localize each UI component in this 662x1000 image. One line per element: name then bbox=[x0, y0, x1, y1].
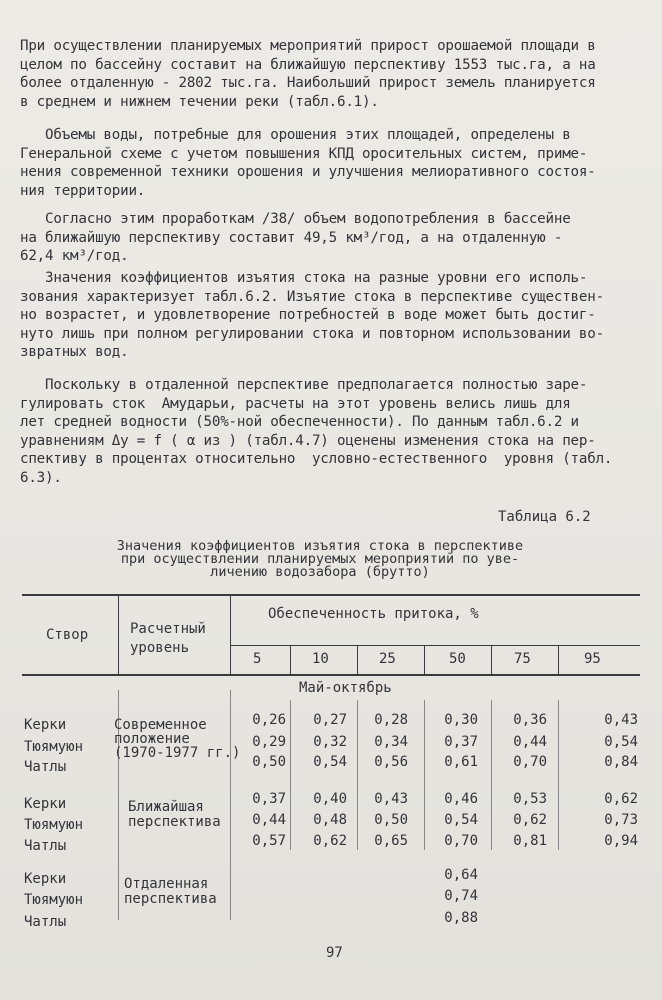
table-cell: 0,43 bbox=[604, 712, 638, 728]
paragraph-2 bbox=[20, 126, 632, 200]
table-cell: 0,61 bbox=[444, 754, 478, 770]
text-line: Объемы воды, потребные для орошения этих площадей, определены в bbox=[20, 127, 571, 143]
table-title-line: личению водозабора (брутто) bbox=[210, 564, 430, 580]
table-cell: 0,53 bbox=[513, 791, 547, 807]
text-line: 62,4 км³/год. bbox=[20, 248, 129, 264]
table-header-rule bbox=[22, 674, 640, 676]
stvor-label: Керки bbox=[24, 871, 67, 887]
text-line: лет средней водности (50%-ной обеспеченности). По данным табл.6.2 и bbox=[20, 414, 579, 430]
table-cell: 0,28 bbox=[374, 712, 408, 728]
stvor-label: Тюямуюн bbox=[24, 892, 84, 908]
text-line: ния территории. bbox=[20, 182, 146, 199]
paragraph-3 bbox=[20, 210, 632, 266]
table-cell: 0,65 bbox=[374, 833, 408, 849]
table-cell: 0,43 bbox=[374, 791, 408, 807]
table-cell: 0,64 bbox=[444, 867, 478, 883]
table-cell: 0,46 bbox=[444, 791, 478, 807]
text-line: Поскольку в отдаленной перспективе предполагается полностью заре- bbox=[20, 377, 588, 393]
table-title bbox=[60, 540, 580, 579]
table-cell: 0,62 bbox=[313, 833, 347, 849]
text-line: более отдаленную - 2802 тыс.га. Наибольший прирост земель планируется bbox=[20, 75, 596, 91]
table-cell: 0,50 bbox=[252, 754, 286, 770]
header-supply: Обеспеченность притока, % bbox=[268, 606, 479, 622]
level-label: (1970-1977 гг.) bbox=[114, 745, 241, 761]
text-line: в среднем и нижнем течении реки (табл.6.1). bbox=[20, 93, 379, 110]
period-label: Май-октябрь bbox=[299, 680, 392, 696]
stvor-label: Чатлы bbox=[24, 838, 67, 854]
stvor-label: Чатлы bbox=[24, 914, 67, 930]
text-line: спективу в процентах относительно условно-естественного уровня (табл. bbox=[20, 451, 613, 467]
table-cell: 0,50 bbox=[374, 812, 408, 828]
header-level-line1: Расчетный bbox=[130, 621, 206, 637]
table-cell: 0,54 bbox=[313, 754, 347, 770]
table-number: Таблица 6.2 bbox=[498, 509, 591, 525]
table-cell: 0,94 bbox=[604, 833, 638, 849]
text-line: гулировать сток Амударьи, расчеты на этот уровень велись лишь для bbox=[20, 395, 571, 412]
table-cell: 0,54 bbox=[444, 812, 478, 828]
table-cell: 0,27 bbox=[313, 712, 347, 728]
table-vrule bbox=[491, 646, 492, 674]
table-vrule bbox=[558, 646, 559, 674]
table-cell: 0,40 bbox=[313, 791, 347, 807]
text-line: целом по бассейну составит на ближайшую перспективу 1553 тыс.га, а на bbox=[20, 56, 596, 73]
header-level-line2: уровень bbox=[130, 640, 190, 656]
paragraph-4 bbox=[20, 269, 632, 362]
table-title-line: при осуществлении планируемых мероприятий по уве- bbox=[120, 551, 520, 567]
level-label: Отдаленная bbox=[124, 876, 209, 892]
table-cell: 0,70 bbox=[444, 833, 478, 849]
table-cell: 0,26 bbox=[252, 712, 286, 728]
text-line: Генеральной схеме с учетом повышения КПД оросительных систем, приме- bbox=[20, 145, 588, 162]
table-cell: 0,62 bbox=[604, 791, 638, 807]
table-cell: 0,44 bbox=[252, 812, 286, 828]
table-cell: 0,84 bbox=[604, 754, 638, 770]
table-cell: 0,54 bbox=[604, 734, 638, 750]
text-line: При осуществлении планируемых мероприятий прирост орошаемой площади в bbox=[20, 38, 596, 54]
paragraph-5 bbox=[20, 376, 632, 487]
stvor-label: Чатлы bbox=[24, 759, 67, 775]
table-vrule bbox=[118, 596, 119, 674]
text-line: звратных вод. bbox=[20, 344, 129, 360]
table-vrule bbox=[558, 700, 559, 850]
text-line: нуто лишь при полном регулировании стока и повторном использовании во- bbox=[20, 325, 604, 342]
level-label: положение bbox=[114, 731, 190, 747]
table-cell: 0,74 bbox=[444, 888, 478, 904]
table-cell: 0,62 bbox=[513, 812, 547, 828]
text-line: Значения коэффициентов изъятия стока на разные уровни его исполь- bbox=[20, 270, 588, 286]
table-cell: 0,34 bbox=[374, 734, 408, 750]
table-cell: 0,70 bbox=[513, 754, 547, 770]
table-cell: 0,81 bbox=[513, 833, 547, 849]
header-pct: 50 bbox=[449, 651, 466, 667]
text-line: Согласно этим проработкам /38/ объем водопотребления в бассейне bbox=[20, 211, 571, 227]
table-vrule bbox=[357, 646, 358, 674]
header-pct: 5 bbox=[253, 651, 262, 667]
table-vrule bbox=[230, 596, 231, 674]
table-cell: 0,37 bbox=[444, 734, 478, 750]
table-cell: 0,73 bbox=[604, 812, 638, 828]
table-cell: 0,88 bbox=[444, 910, 478, 926]
table-cell: 0,32 bbox=[313, 734, 347, 750]
header-pct: 10 bbox=[312, 651, 329, 667]
header-pct: 75 bbox=[514, 651, 531, 667]
text-line: зования характеризует табл.6.2. Изъятие стока в перспективе существен- bbox=[20, 288, 604, 305]
table-cell: 0,36 bbox=[513, 712, 547, 728]
header-pct: 95 bbox=[584, 651, 601, 667]
table-cell: 0,30 bbox=[444, 712, 478, 728]
table-cell: 0,48 bbox=[313, 812, 347, 828]
text-line: на ближайшую перспективу составит 49,5 км³/год, а на отдаленную - bbox=[20, 229, 563, 246]
table-cell: 0,56 bbox=[374, 754, 408, 770]
level-label: перспектива bbox=[128, 814, 221, 830]
table-cell: 0,57 bbox=[252, 833, 286, 849]
level-label: перспектива bbox=[124, 891, 217, 907]
paragraph-1 bbox=[20, 37, 632, 111]
level-label: Ближайшая bbox=[128, 799, 204, 815]
table-vrule bbox=[424, 646, 425, 674]
header-pct: 25 bbox=[379, 651, 396, 667]
page-number: 97 bbox=[326, 945, 343, 961]
table-sub-rule bbox=[230, 645, 640, 646]
text-line: 6.3). bbox=[20, 469, 62, 486]
table-cell: 0,44 bbox=[513, 734, 547, 750]
table-cell: 0,29 bbox=[252, 734, 286, 750]
table-title-line: Значения коэффициентов изъятия стока в перспективе bbox=[116, 538, 524, 554]
text-line: но возрастет, и удовлетворение потребностей в воде может быть достиг- bbox=[20, 307, 596, 323]
text-line: нения современной техники орошения и улучшения мелиоративного состоя- bbox=[20, 164, 596, 180]
table-top-rule bbox=[22, 594, 640, 596]
table-vrule bbox=[290, 646, 291, 674]
stvor-label: Тюямуюн bbox=[24, 817, 84, 833]
text-line: уравнениям Δy = f ( α из ) (табл.4.7) оценены изменения стока на пер- bbox=[20, 432, 596, 449]
header-stvor: Створ bbox=[46, 627, 89, 643]
stvor-label: Керки bbox=[24, 796, 67, 812]
table-cell: 0,37 bbox=[252, 791, 286, 807]
stvor-label: Керки bbox=[24, 717, 67, 733]
stvor-label: Тюямуюн bbox=[24, 739, 84, 755]
level-label: Современное bbox=[114, 717, 207, 733]
